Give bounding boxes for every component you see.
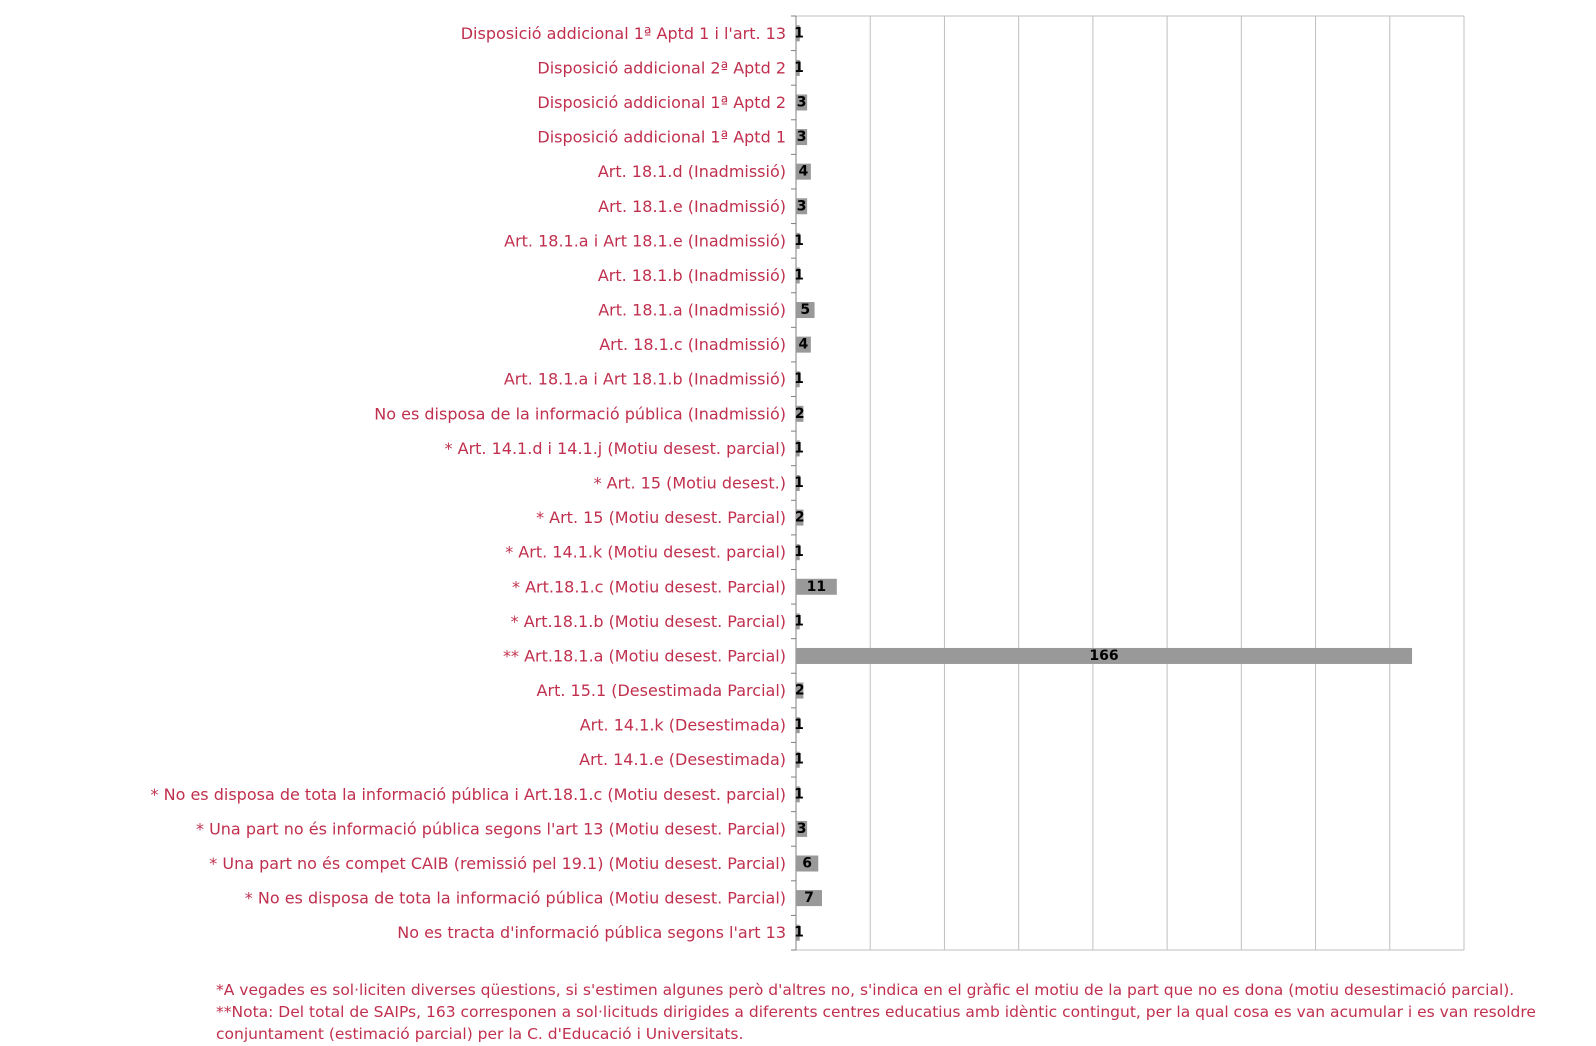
category-label: Art. 14.1.e (Desestimada) (579, 750, 786, 770)
category-label: Art. 18.1.a (Inadmissió) (598, 300, 786, 320)
category-label: * Art. 15 (Motiu desest.) (593, 473, 786, 493)
footnotes (216, 979, 1556, 1045)
value-label: 1 (794, 786, 804, 803)
value-label: 3 (796, 198, 807, 215)
value-label: 1 (794, 440, 804, 457)
value-label: 3 (796, 820, 807, 837)
category-label: * Art. 14.1.d i 14.1.j (Motiu desest. parcial) (444, 438, 786, 458)
value-label: 3 (796, 129, 807, 146)
category-label: Art. 18.1.a i Art 18.1.b (Inadmissió) (503, 369, 786, 389)
value-label: 1 (794, 751, 804, 768)
category-label: Disposició addicional 2ª Aptd 2 (537, 58, 786, 78)
value-label: 1 (794, 25, 804, 42)
category-label: No es disposa de la informació pública (Inadmissió) (374, 404, 786, 424)
value-label: 1 (794, 267, 804, 284)
category-label: Art. 15.1 (Desestimada Parcial) (536, 681, 786, 701)
category-label: Disposició addicional 1ª Aptd 1 i l'art. 13 (460, 23, 786, 43)
category-label: Art. 18.1.e (Inadmissió) (598, 196, 786, 216)
category-labels-layer (151, 24, 786, 942)
value-label: 2 (794, 509, 805, 526)
category-label: Art. 18.1.a i Art 18.1.e (Inadmissió) (504, 231, 786, 251)
category-label: * Una part no és informació pública segons l'art 13 (Motiu desest. Parcial) (195, 819, 786, 839)
category-label: * Art.18.1.c (Motiu desest. Parcial) (512, 577, 786, 597)
footnote-note: **Nota: Del total de SAIPs, 163 corresponen a sol·licituds dirigides a diferents centres educatius amb idèntic contingut, per la qual cosa es van acumular i es van resoldre conjuntament (estimació parcial) per la C. d'Educació i Universitats. (216, 1003, 1536, 1043)
bars-layer (796, 25, 1412, 940)
value-label: 1 (794, 613, 804, 630)
category-label: * No es disposa de tota la informació pública i Art.18.1.c (Motiu desest. parcial) (150, 784, 786, 804)
value-label: 1 (794, 232, 804, 249)
value-label: 7 (804, 890, 814, 907)
value-label: 1 (794, 717, 804, 734)
value-label: 1 (794, 371, 804, 388)
category-label: Art. 18.1.d (Inadmissió) (597, 162, 786, 182)
category-label: Art. 18.1.b (Inadmissió) (597, 265, 786, 285)
category-label: * Art. 14.1.k (Motiu desest. parcial) (505, 542, 786, 562)
value-label: 5 (800, 302, 811, 319)
value-label: 2 (794, 405, 805, 422)
category-label: * Art. 15 (Motiu desest. Parcial) (536, 508, 786, 528)
category-label: Art. 14.1.k (Desestimada) (579, 715, 786, 735)
category-label: Disposició addicional 1ª Aptd 2 (537, 92, 786, 112)
category-label: Disposició addicional 1ª Aptd 1 (537, 127, 786, 147)
value-label: 1 (794, 475, 804, 491)
value-label: 1 (794, 59, 804, 76)
category-label: * Art.18.1.b (Motiu desest. Parcial) (510, 611, 786, 631)
value-labels-layer (794, 25, 1119, 940)
grid-layer (791, 16, 1464, 950)
category-label: No es tracta d'informació pública segons l'art 13 (397, 923, 786, 943)
category-label: ** Art.18.1.a (Motiu desest. Parcial) (502, 646, 786, 666)
category-label: * No es disposa de tota la informació pública (Motiu desest. Parcial) (244, 888, 786, 908)
value-label: 1 (794, 544, 804, 561)
value-label: 6 (802, 855, 813, 872)
value-label: 4 (798, 163, 809, 180)
value-label: 166 (1089, 647, 1119, 664)
footnote-partial-dismissal: *A vegades es sol·liciten diverses qüestions, si s'estimen algunes però d'altres no, s'indica en el gràfic el motiu de la part que no es dona (motiu desestimació parcial). (216, 981, 1515, 999)
value-label: 1 (794, 924, 804, 941)
value-label: 2 (794, 682, 805, 699)
value-label: 4 (798, 336, 809, 353)
value-label: 3 (796, 94, 807, 111)
category-label: * Una part no és compet CAIB (remissió pel 19.1) (Motiu desest. Parcial) (209, 854, 786, 874)
value-label: 11 (806, 578, 827, 595)
category-label: Art. 18.1.c (Inadmissió) (599, 335, 786, 355)
